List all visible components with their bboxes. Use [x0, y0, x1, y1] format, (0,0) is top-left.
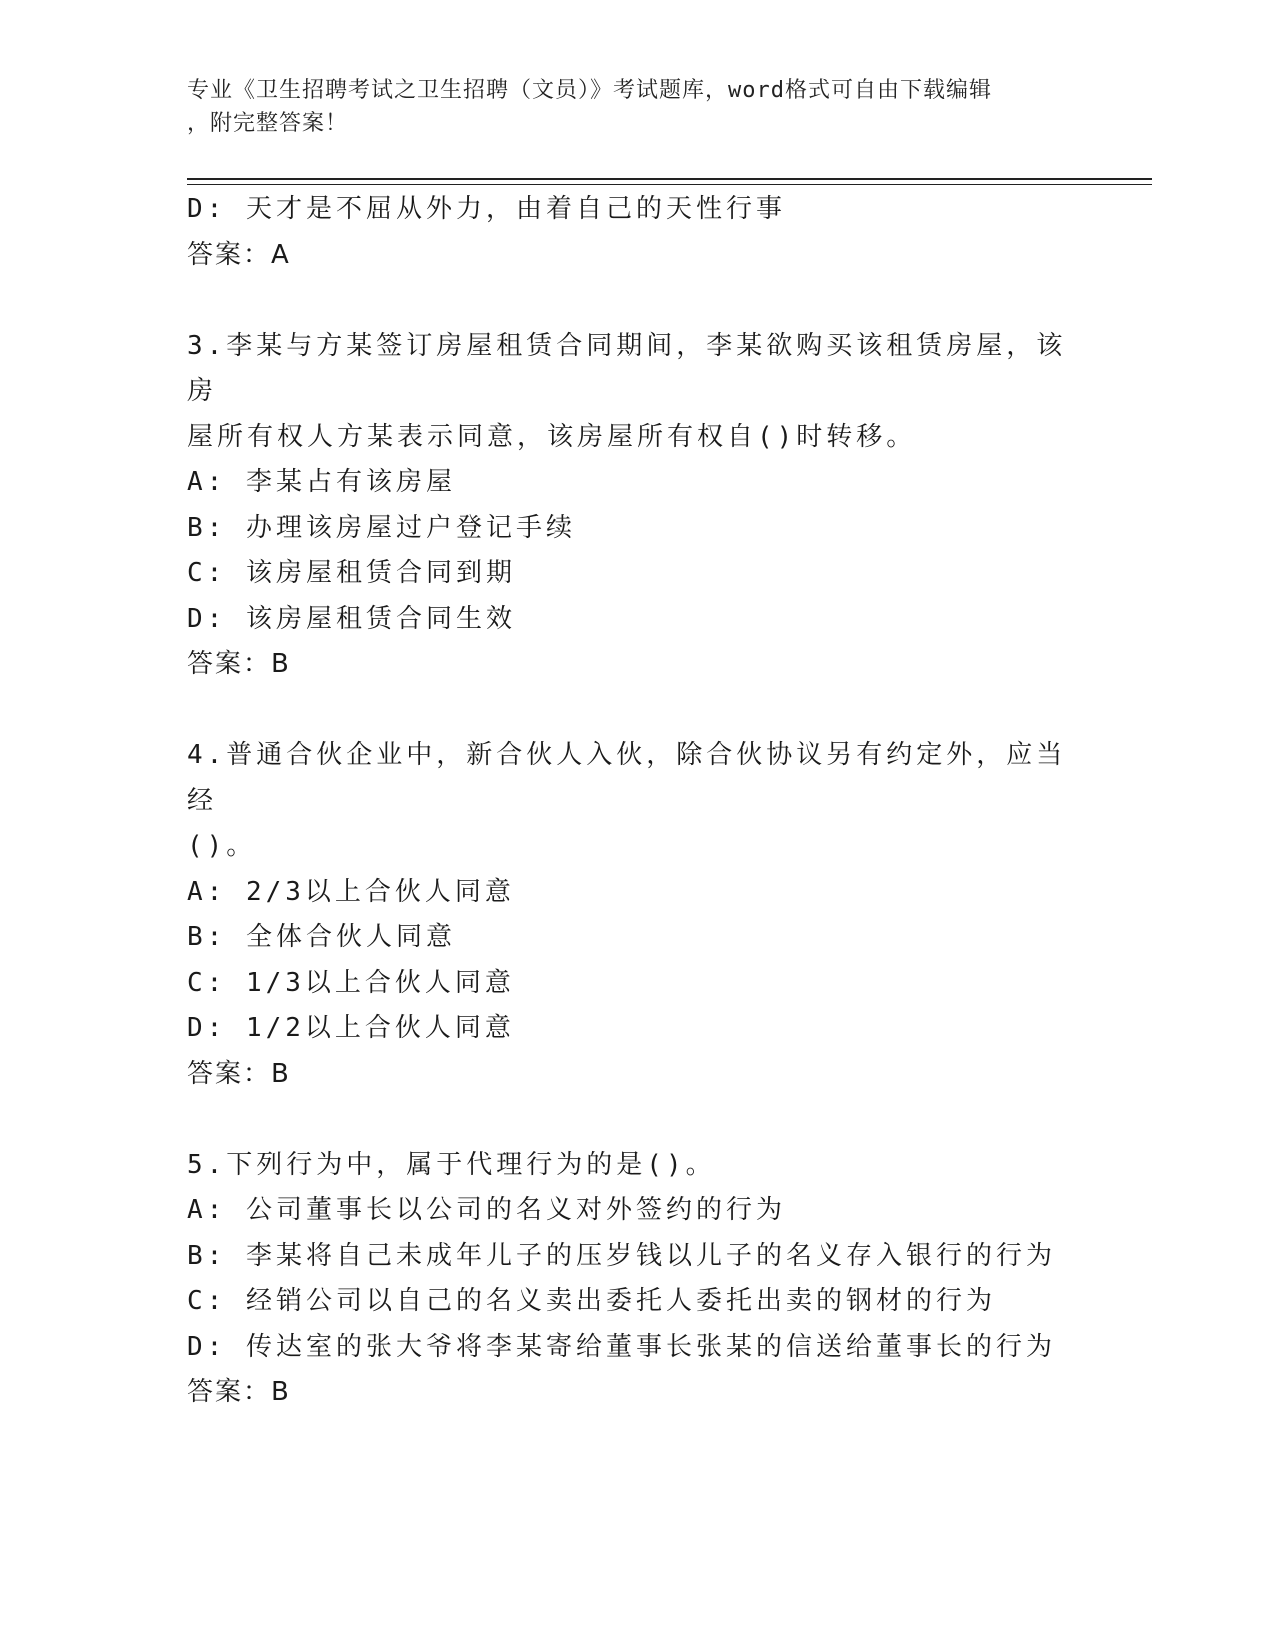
header-divider-thin: [187, 184, 1152, 185]
option-d: D: 传达室的张大爷将李某寄给董事长张某的信送给董事长的行为: [187, 1331, 1056, 1362]
header-divider-thick: [187, 178, 1152, 180]
option-c: C: 该房屋租赁合同到期: [187, 558, 516, 588]
option-b: B: 办理该房屋过户登记手续: [187, 512, 576, 543]
answer-line: 答案：A: [187, 239, 291, 270]
header-title-line-1: 专业《卫生招聘考试之卫生招聘（文员）》考试题库，word格式可自由下载编辑: [187, 78, 992, 103]
question-stem-line-1: 4.普通合伙企业中，新合伙人入伙，除合伙协议另有约定外，应当经: [187, 740, 1067, 816]
answer-line: 答案：B: [187, 1377, 291, 1407]
option-a: A: 公司董事长以公司的名义对外签约的行为: [187, 1195, 786, 1225]
question-block-2-tail: [187, 187, 1067, 278]
option-a: A: 李某占有该房屋: [187, 467, 456, 497]
answer-line: 答案：B: [187, 1058, 291, 1089]
header-title-line-2: ，附完整答案！: [187, 111, 349, 136]
question-stem-line-2: 屋所有权人方某表示同意，该房屋所有权自()时转移。: [187, 421, 917, 452]
question-stem-line-1: 5.下列行为中，属于代理行为的是()。: [187, 1149, 716, 1180]
option-c: C: 1/3以上合伙人同意: [187, 967, 515, 998]
spacer: [187, 278, 1067, 324]
option-b: B: 全体合伙人同意: [187, 922, 456, 952]
option-a: A: 2/3以上合伙人同意: [187, 876, 515, 907]
answer-line: 答案：B: [187, 649, 291, 679]
spacer: [187, 688, 1067, 734]
question-stem-line-2: ()。: [187, 831, 257, 861]
option-d: D: 1/2以上合伙人同意: [187, 1013, 515, 1043]
option-c: C: 经销公司以自己的名义卖出委托人委托出卖的钢材的行为: [187, 1286, 996, 1316]
option-d: D: 天才是不屈从外力，由着自己的天性行事: [187, 194, 786, 224]
spacer: [187, 1097, 1067, 1143]
option-b: B: 李某将自己未成年儿子的压岁钱以儿子的名义存入银行的行为: [187, 1240, 1056, 1271]
option-d: D: 该房屋租赁合同生效: [187, 603, 516, 634]
question-stem-line-1: 3.李某与方某签订房屋租赁合同期间，李某欲购买该租赁房屋，该房: [187, 330, 1067, 406]
document-header: [187, 74, 1067, 140]
question-block-4: [187, 733, 1067, 1097]
question-block-5: [187, 1143, 1067, 1416]
question-block-3: [187, 324, 1067, 688]
question-list: [187, 187, 1067, 1416]
